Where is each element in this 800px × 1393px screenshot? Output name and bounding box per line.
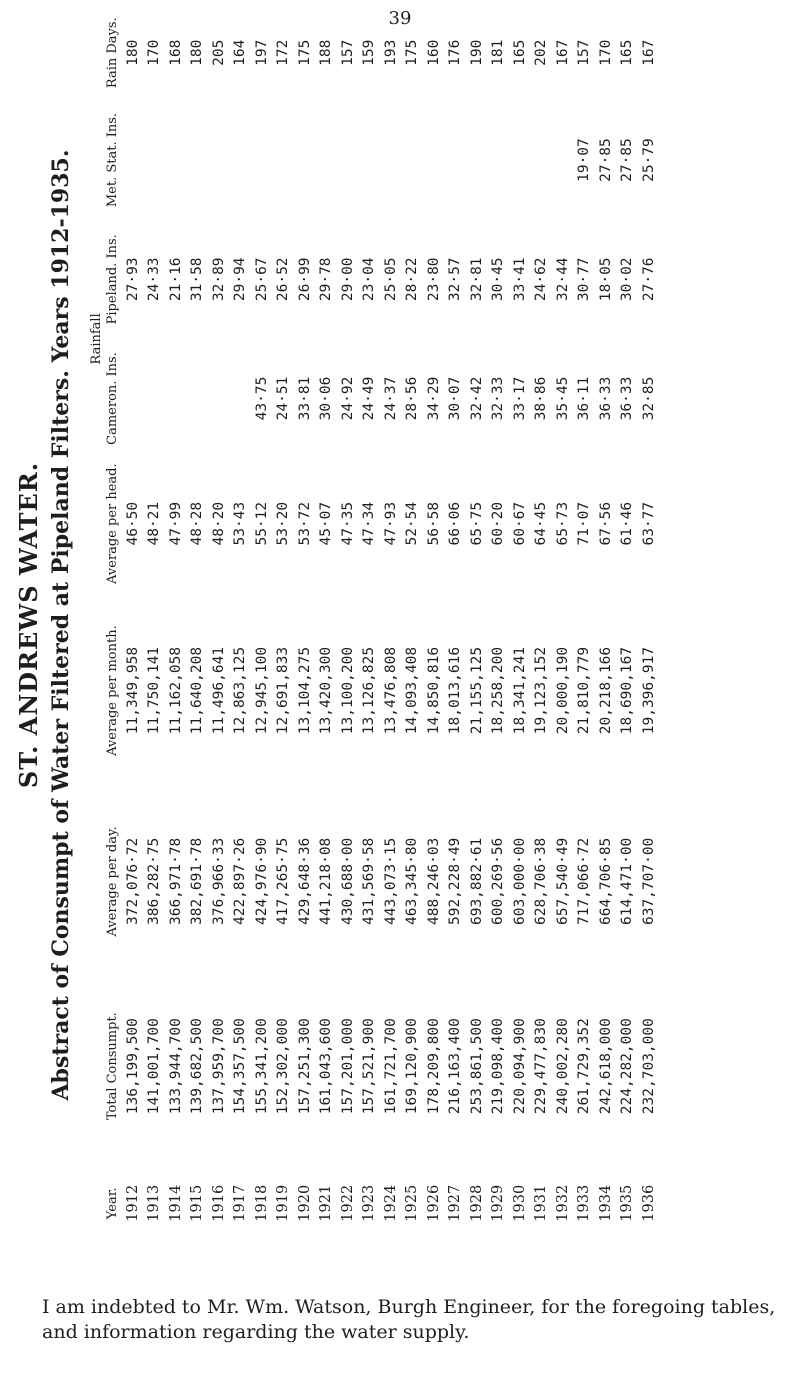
cell-year: 1928: [468, 1184, 485, 1222]
cell-average-per-day: 717,066·72: [576, 837, 593, 926]
subtitle-line-1: Abstract of Consumpt of Water Filtered at Pipeland Filters.: [48, 370, 74, 1101]
cell-total-consumpt: 155,341,200: [253, 1018, 270, 1115]
cell-met-stat: [316, 100, 338, 219]
cell-rainfall-cameron: 32·85: [640, 376, 657, 421]
table-row: [531, 5, 553, 1245]
cell-rainfall-cameron: 30·07: [447, 376, 464, 421]
table-row: [488, 5, 510, 1245]
table-row: [144, 5, 166, 1245]
cell-average-per-month: 18,258,200: [490, 646, 507, 735]
cell-average-per-day: 424,976·90: [253, 837, 270, 926]
cell-year: 1918: [253, 1184, 270, 1222]
cell-rainfall-cameron: [187, 339, 209, 458]
cell-average-per-day: 637,707·00: [640, 837, 657, 926]
cell-rainfall-pipeland: 30·45: [490, 257, 507, 302]
cell-met-stat: [187, 100, 209, 219]
cell-average-per-month: 11,640,208: [189, 646, 206, 735]
cell-average-per-day: 603,000·00: [511, 837, 528, 926]
cell-met-stat: 19·07: [576, 138, 593, 182]
cell-average-per-day: 366,971·78: [167, 837, 184, 926]
cell-average-per-head: 64·45: [533, 501, 550, 546]
cell-year: 1932: [554, 1184, 571, 1222]
cell-rainfall-pipeland: 30·77: [576, 257, 593, 302]
cell-total-consumpt: 137,959,700: [210, 1018, 227, 1115]
cell-total-consumpt: 242,618,000: [597, 1018, 614, 1115]
cell-total-consumpt: 240,002,280: [554, 1018, 571, 1115]
cell-rainfall-cameron: 28·56: [404, 376, 421, 421]
table-row: [574, 5, 596, 1245]
cell-average-per-head: 53·72: [296, 501, 313, 546]
cell-rainfall-cameron: 24·37: [382, 376, 399, 421]
cell-rain-days: 167: [640, 39, 657, 66]
cell-average-per-month: 20,000,190: [554, 646, 571, 735]
cell-average-per-head: 47·35: [339, 501, 356, 546]
cell-average-per-month: 11,496,641: [210, 646, 227, 735]
header-average-per-month: Average per month.: [105, 625, 120, 756]
cell-year: 1922: [339, 1184, 356, 1222]
cell-rain-days: 168: [167, 39, 184, 66]
cell-rainfall-cameron: 36·11: [576, 376, 593, 421]
cell-rainfall-pipeland: 29·78: [318, 257, 335, 302]
table-body: [122, 5, 660, 1245]
cell-rainfall-cameron: 24·92: [339, 376, 356, 421]
cell-total-consumpt: 154,357,500: [232, 1018, 249, 1115]
cell-met-stat: [294, 100, 316, 219]
cell-rain-days: 165: [619, 39, 636, 66]
header-rainfall-group: Rainfall: [89, 313, 104, 365]
cell-met-stat: [552, 100, 574, 219]
cell-year: 1933: [576, 1184, 593, 1222]
document-title: ST. ANDREWS WATER.: [14, 461, 43, 789]
cell-rain-days: 202: [533, 39, 550, 66]
cell-average-per-head: 47·34: [361, 501, 378, 546]
table-row: [509, 5, 531, 1245]
cell-year: 1917: [232, 1184, 249, 1222]
cell-rain-days: 180: [124, 39, 141, 66]
cell-total-consumpt: 220,094,900: [511, 1018, 528, 1115]
table-row: [423, 5, 445, 1245]
cell-rainfall-cameron: 33·81: [296, 376, 313, 421]
cell-met-stat: [230, 100, 252, 219]
cell-total-consumpt: 157,251,300: [296, 1018, 313, 1115]
cell-year: 1935: [619, 1184, 636, 1222]
cell-year: 1930: [511, 1184, 528, 1222]
cell-rainfall-cameron: 38·86: [533, 376, 550, 421]
cell-rainfall-cameron: [122, 339, 144, 458]
cell-average-per-day: 592,228·49: [447, 837, 464, 926]
cell-year: 1923: [361, 1184, 378, 1222]
cell-rainfall-cameron: [165, 339, 187, 458]
header-rain-days: Rain Days.: [105, 17, 120, 89]
cell-average-per-month: 13,104,275: [296, 646, 313, 735]
cell-rain-days: 157: [339, 39, 356, 66]
cell-average-per-month: 18,690,167: [619, 646, 636, 735]
cell-rain-days: 160: [425, 39, 442, 66]
cell-met-stat: [165, 100, 187, 219]
cell-total-consumpt: 133,944,700: [167, 1018, 184, 1115]
cell-average-per-head: 60·67: [511, 501, 528, 546]
cell-average-per-head: 60·20: [490, 501, 507, 546]
cell-rainfall-cameron: [230, 339, 252, 458]
cell-total-consumpt: 157,201,000: [339, 1018, 356, 1115]
rotated-table-region: [8, 5, 788, 1245]
cell-rainfall-pipeland: 23·80: [425, 257, 442, 302]
cell-rainfall-pipeland: 32·57: [447, 257, 464, 302]
cell-year: 1936: [640, 1184, 657, 1222]
cell-average-per-head: 53·43: [232, 501, 249, 546]
cell-average-per-month: 12,945,100: [253, 646, 270, 735]
cell-rainfall-cameron: 35·45: [554, 376, 571, 421]
cell-average-per-month: 21,810,779: [576, 646, 593, 735]
cell-average-per-day: 664,706·85: [597, 837, 614, 926]
cell-average-per-month: 11,349,958: [124, 646, 141, 735]
table-row: [595, 5, 617, 1245]
cell-rain-days: 176: [447, 39, 464, 66]
table-row: [294, 5, 316, 1245]
cell-total-consumpt: 136,199,500: [124, 1018, 141, 1115]
cell-average-per-head: 55·12: [253, 501, 270, 546]
cell-rain-days: 180: [189, 39, 206, 66]
consumpt-table: [90, 5, 660, 1245]
cell-year: 1925: [404, 1184, 421, 1222]
cell-met-stat: [402, 100, 424, 219]
header-average-per-head: Average per head.: [105, 463, 120, 585]
cell-year: 1914: [167, 1184, 184, 1222]
subtitle-line-2: Years 1912-1935.: [48, 149, 74, 363]
cell-average-per-day: 430,688·00: [339, 837, 356, 926]
cell-average-per-head: 48·21: [146, 501, 163, 546]
cell-year: 1929: [490, 1184, 507, 1222]
cell-year: 1927: [447, 1184, 464, 1222]
cell-met-stat: [466, 100, 488, 219]
cell-average-per-head: 52·54: [404, 501, 421, 546]
cell-met-stat: [273, 100, 295, 219]
cell-average-per-month: 20,218,166: [597, 646, 614, 735]
cell-rainfall-cameron: 24·49: [361, 376, 378, 421]
cell-average-per-day: 441,218·08: [318, 837, 335, 926]
cell-average-per-day: 386,282·75: [146, 837, 163, 926]
cell-average-per-head: 61·46: [619, 501, 636, 546]
table-row: [337, 5, 359, 1245]
cell-average-per-month: 21,155,125: [468, 646, 485, 735]
cell-average-per-head: 47·99: [167, 501, 184, 546]
table-row: [230, 5, 252, 1245]
cell-rain-days: 159: [361, 39, 378, 66]
cell-rainfall-pipeland: 32·81: [468, 257, 485, 302]
cell-rainfall-pipeland: 29·00: [339, 257, 356, 302]
cell-total-consumpt: 224,282,000: [619, 1018, 636, 1115]
cell-year: 1915: [189, 1184, 206, 1222]
cell-average-per-head: 65·73: [554, 501, 571, 546]
cell-average-per-day: 657,540·49: [554, 837, 571, 926]
cell-rainfall-pipeland: 25·05: [382, 257, 399, 302]
table-row: [552, 5, 574, 1245]
cell-rain-days: 175: [404, 39, 421, 66]
cell-average-per-head: 45·07: [318, 501, 335, 546]
cell-average-per-month: 13,420,300: [318, 646, 335, 735]
cell-average-per-month: 13,100,200: [339, 646, 356, 735]
cell-average-per-day: 443,073·15: [382, 837, 399, 926]
table-row: [165, 5, 187, 1245]
cell-rainfall-pipeland: 23·04: [361, 257, 378, 302]
cell-met-stat: [208, 100, 230, 219]
cell-rainfall-pipeland: 21·16: [167, 257, 184, 302]
cell-average-per-day: 422,897·26: [232, 837, 249, 926]
cell-year: 1912: [124, 1184, 141, 1222]
cell-rainfall-pipeland: 30·02: [619, 257, 636, 302]
cell-year: 1916: [210, 1184, 227, 1222]
cell-average-per-day: 372,076·72: [124, 837, 141, 926]
cell-average-per-day: 693,882·61: [468, 837, 485, 926]
cell-met-stat: 27·85: [597, 138, 614, 182]
cell-rainfall-pipeland: 24·62: [533, 257, 550, 302]
cell-rainfall-pipeland: 18·05: [597, 257, 614, 302]
cell-rainfall-cameron: 30·06: [318, 376, 335, 421]
table-row: [273, 5, 295, 1245]
cell-average-per-head: 67·56: [597, 501, 614, 546]
cell-rainfall-cameron: 24·51: [275, 376, 292, 421]
cell-met-stat: [251, 100, 273, 219]
cell-average-per-head: 48·28: [189, 501, 206, 546]
table-row: [316, 5, 338, 1245]
cell-rainfall-pipeland: 31·58: [189, 257, 206, 302]
cell-total-consumpt: 157,521,900: [361, 1018, 378, 1115]
cell-rain-days: 197: [253, 39, 270, 66]
table-row: [208, 5, 230, 1245]
cell-rainfall-pipeland: 28·22: [404, 257, 421, 302]
cell-rain-days: 165: [511, 39, 528, 66]
cell-average-per-head: 46·50: [124, 501, 141, 546]
cell-average-per-head: 63·77: [640, 501, 657, 546]
cell-average-per-month: 13,476,808: [382, 646, 399, 735]
header-cameron: Cameron. Ins.: [105, 352, 120, 445]
cell-total-consumpt: 161,043,600: [318, 1018, 335, 1115]
cell-average-per-month: 14,093,408: [404, 646, 421, 735]
cell-rain-days: 170: [597, 39, 614, 66]
cell-average-per-day: 600,269·56: [490, 837, 507, 926]
table-row: [122, 5, 144, 1245]
cell-average-per-month: 19,123,152: [533, 646, 550, 735]
cell-rain-days: 205: [210, 39, 227, 66]
table-row: [617, 5, 639, 1245]
cell-rainfall-pipeland: 24·33: [146, 257, 163, 302]
cell-rainfall-pipeland: 32·89: [210, 257, 227, 302]
cell-average-per-head: 65·75: [468, 501, 485, 546]
table-row: [251, 5, 273, 1245]
footnote: I am indebted to Mr. Wm. Watson, Burgh Engineer, for the foregoing tables, and information regarding the water supply.: [42, 1296, 776, 1343]
cell-total-consumpt: 152,302,000: [275, 1018, 292, 1115]
header-average-per-day: Average per day.: [105, 826, 120, 937]
cell-average-per-month: 19,396,917: [640, 646, 657, 735]
cell-rainfall-pipeland: 26·99: [296, 257, 313, 302]
cell-met-stat: 25·79: [640, 138, 657, 182]
cell-met-stat: [144, 100, 166, 219]
cell-rainfall-cameron: 32·33: [490, 376, 507, 421]
cell-average-per-day: 488,246·03: [425, 837, 442, 926]
cell-average-per-head: 66·06: [447, 501, 464, 546]
cell-rainfall-pipeland: 27·76: [640, 257, 657, 302]
table-row: [359, 5, 381, 1245]
cell-average-per-day: 431,569·58: [361, 837, 378, 926]
cell-total-consumpt: 261,729,352: [576, 1018, 593, 1115]
header-met-stat: Met. Stat. Ins.: [105, 112, 120, 208]
cell-rain-days: 157: [576, 39, 593, 66]
cell-year: 1924: [382, 1184, 399, 1222]
cell-met-stat: [337, 100, 359, 219]
cell-year: 1921: [318, 1184, 335, 1222]
cell-total-consumpt: 139,682,500: [189, 1018, 206, 1115]
cell-average-per-month: 18,341,241: [511, 646, 528, 735]
cell-average-per-day: 614,471·00: [619, 837, 636, 926]
cell-average-per-month: 11,162,058: [167, 646, 184, 735]
cell-rain-days: 193: [382, 39, 399, 66]
cell-met-stat: [359, 100, 381, 219]
cell-rainfall-cameron: [144, 339, 166, 458]
cell-year: 1934: [597, 1184, 614, 1222]
cell-rain-days: 170: [146, 39, 163, 66]
cell-average-per-month: 12,691,833: [275, 646, 292, 735]
cell-average-per-day: 417,265·75: [275, 837, 292, 926]
cell-rainfall-pipeland: 32·44: [554, 257, 571, 302]
cell-rainfall-pipeland: 26·52: [275, 257, 292, 302]
cell-average-per-head: 48·20: [210, 501, 227, 546]
cell-rain-days: 164: [232, 39, 249, 66]
table-row: [380, 5, 402, 1245]
cell-average-per-day: 429,648·36: [296, 837, 313, 926]
cell-rainfall-cameron: 33·17: [511, 376, 528, 421]
header-year: Year.: [105, 1187, 120, 1220]
cell-rainfall-cameron: 34·29: [425, 376, 442, 421]
cell-total-consumpt: 253,861,500: [468, 1018, 485, 1115]
cell-total-consumpt: 229,477,830: [533, 1018, 550, 1115]
cell-met-stat: [423, 100, 445, 219]
cell-total-consumpt: 161,721,700: [382, 1018, 399, 1115]
cell-average-per-day: 376,966·33: [210, 837, 227, 926]
cell-rainfall-cameron: 43·75: [253, 376, 270, 421]
cell-total-consumpt: 216,163,400: [447, 1018, 464, 1115]
cell-total-consumpt: 232,703,000: [640, 1018, 657, 1115]
cell-met-stat: [122, 100, 144, 219]
cell-average-per-head: 71·07: [576, 501, 593, 546]
cell-rain-days: 175: [296, 39, 313, 66]
cell-met-stat: [445, 100, 467, 219]
cell-rain-days: 190: [468, 39, 485, 66]
cell-average-per-month: 13,126,825: [361, 646, 378, 735]
cell-average-per-month: 12,863,125: [232, 646, 249, 735]
table-row: [638, 5, 660, 1245]
cell-rainfall-cameron: 32·42: [468, 376, 485, 421]
cell-met-stat: [488, 100, 510, 219]
cell-met-stat: 27·85: [619, 138, 636, 182]
cell-average-per-day: 382,691·78: [189, 837, 206, 926]
cell-average-per-month: 14,850,816: [425, 646, 442, 735]
table-row: [466, 5, 488, 1245]
header-total-consumpt: Total Consumpt.: [105, 1012, 120, 1121]
cell-average-per-month: 11,750,141: [146, 646, 163, 735]
cell-total-consumpt: 219,098,400: [490, 1018, 507, 1115]
cell-total-consumpt: 141,001,700: [146, 1018, 163, 1115]
cell-met-stat: [380, 100, 402, 219]
cell-rainfall-pipeland: 29·94: [232, 257, 249, 302]
document-subtitle: [48, 5, 74, 1245]
table-row: [402, 5, 424, 1245]
cell-average-per-head: 47·93: [382, 501, 399, 546]
cell-rain-days: 167: [554, 39, 571, 66]
cell-rain-days: 181: [490, 39, 507, 66]
cell-year: 1926: [425, 1184, 442, 1222]
page-number: 39: [388, 8, 412, 29]
cell-year: 1931: [533, 1184, 550, 1222]
cell-met-stat: [531, 100, 553, 219]
table-row: [187, 5, 209, 1245]
cell-rainfall-pipeland: 33·41: [511, 257, 528, 302]
cell-year: 1913: [146, 1184, 163, 1222]
cell-rain-days: 188: [318, 39, 335, 66]
cell-rain-days: 172: [275, 39, 292, 66]
cell-average-per-head: 53·20: [275, 501, 292, 546]
cell-average-per-day: 628,706·38: [533, 837, 550, 926]
table-row: [445, 5, 467, 1245]
cell-rainfall-pipeland: 27·93: [124, 257, 141, 302]
cell-total-consumpt: 169,120,900: [404, 1018, 421, 1115]
cell-total-consumpt: 178,209,800: [425, 1018, 442, 1115]
cell-average-per-head: 56·58: [425, 501, 442, 546]
cell-year: 1920: [296, 1184, 313, 1222]
cell-average-per-day: 463,345·80: [404, 837, 421, 926]
cell-year: 1919: [275, 1184, 292, 1222]
cell-rainfall-cameron: 36·33: [597, 376, 614, 421]
cell-rainfall-cameron: 36·33: [619, 376, 636, 421]
header-pipeland: Pipeland. Ins.: [105, 234, 120, 325]
cell-met-stat: [509, 100, 531, 219]
cell-rainfall-pipeland: 25·67: [253, 257, 270, 302]
cell-average-per-month: 18,013,616: [447, 646, 464, 735]
cell-rainfall-cameron: [208, 339, 230, 458]
